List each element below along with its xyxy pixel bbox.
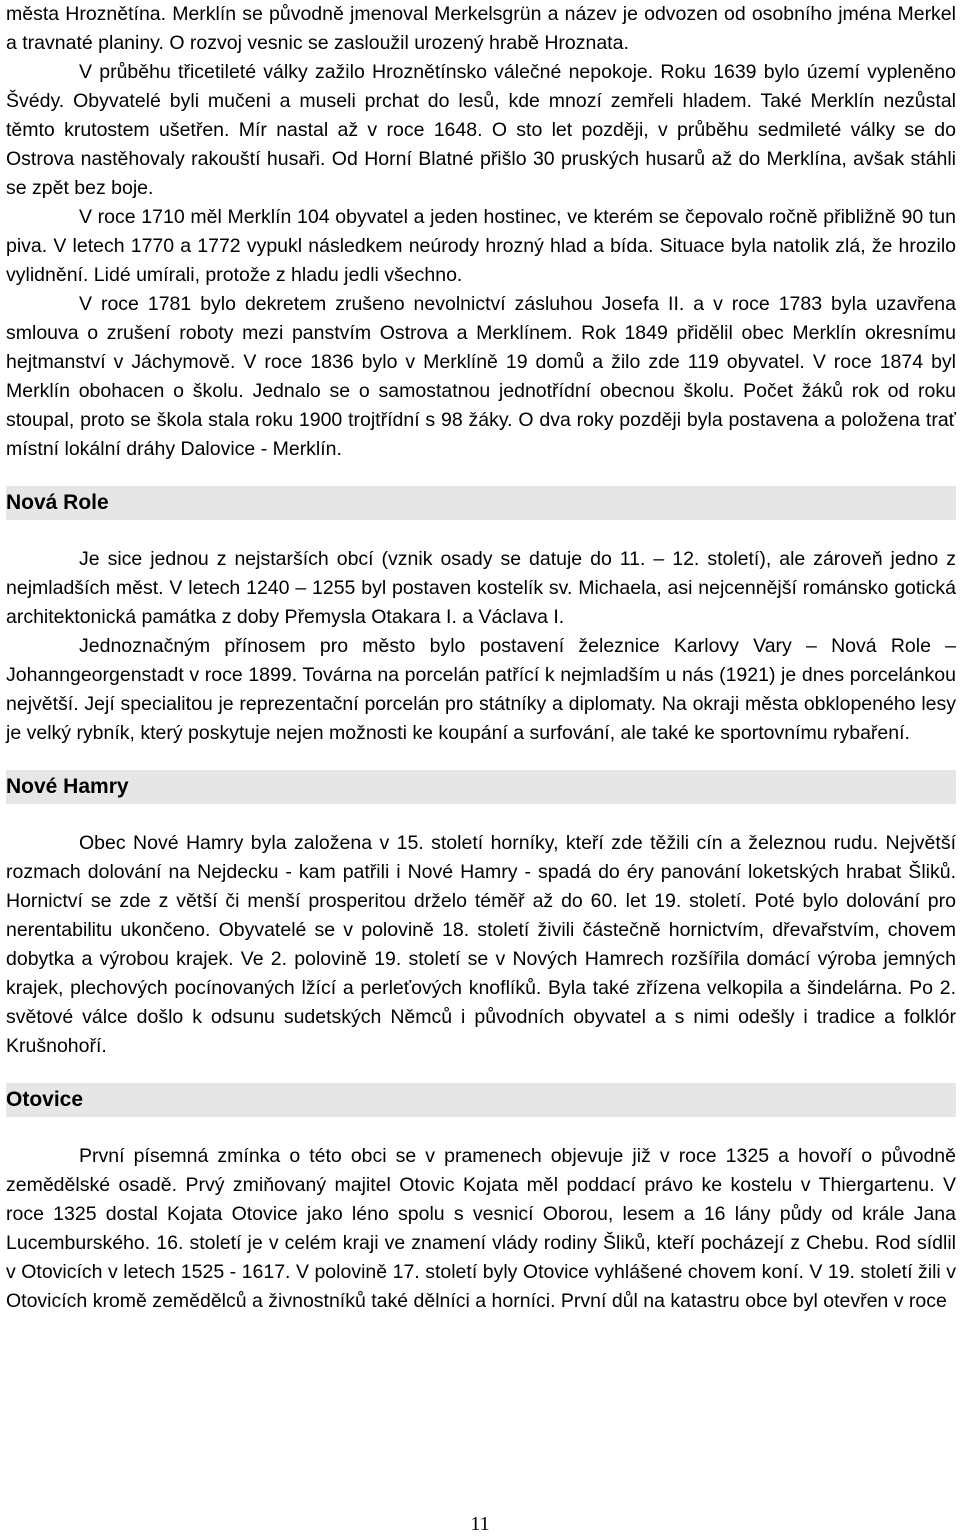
- paragraph: V roce 1710 měl Merklín 104 obyvatel a jeden hostinec, ve kterém se čepovalo ročně přibližně 90 tun piva. V letech 1770 a 1772 vypukl následkem neúrody hrozný hlad a bída. Situace byla natolik zlá, že hrozilo vylidnění. Lidé umírali, protože z hladu jedli všechno.: [6, 206, 956, 286]
- section-otovice: [6, 1083, 956, 1316]
- paragraph: V roce 1781 bylo dekretem zrušeno nevolnictví zásluhou Josefa II. a v roce 1783 byla uzavřena smlouva o zrušení roboty mezi panstvím Ostrova a Merklínem. Rok 1849 přidělil obec Merklín okresnímu hejtmanství v Jáchymově. V roce 1836 bylo v Merklíně 19 domů a žilo zde 119 obyvatel. V roce 1874 byl Merklín obohacen o školu. Jednalo se o samostatnou jednotřídní obecnou školu. Počet žáků rok od roku stoupal, proto se škola stala roku 1900 trojtřídní s 98 žáky. O dva roky později byla postavena a položena trať místní lokální dráhy Dalovice - Merklín.: [6, 293, 956, 460]
- document-page: [6, 0, 956, 1316]
- section-heading-text: Otovice: [6, 1088, 84, 1111]
- page-number: 11: [470, 1513, 490, 1535]
- section-nove-hamry: [6, 770, 956, 1061]
- section-heading: [6, 770, 956, 804]
- intro-section: [6, 0, 956, 464]
- paragraph: Obec Nové Hamry byla založena v 15. století horníky, kteří zde těžili cín a železnou rudu. Největší rozmach dolování na Nejdecku - kam patřili i Nové Hamry - spadá do éry panování loketských hrabat Šliků. Hornictví se zde z větší či menší prosperitou drželo téměř až do 60. let 19. století. Poté bylo dolování pro nerentabilitu ukončeno. Obyvatelé se v polovině 18. století živili částečně hornictvím, dřevařstvím, chovem dobytka a výrobou krajek. Ve 2. polovině 19. století se v Nových Hamrech rozšířila domácí výroba jemných krajek, plechových pocínovaných lžící a perleťových knoflíků. Byla také zřízena velkopila a šindelárna. Po 2. světové válce došlo k odsunu sudetských Němců i původních obyvatel a s nimi odešly i tradice a folklór Krušnohoří.: [6, 832, 956, 1057]
- paragraph: Jednoznačným přínosem pro město bylo postavení železnice Karlovy Vary – Nová Role – Johanngeorgenstadt v roce 1899. Továrna na porcelán patřící k nejmladším u nás (1921) je dnes porcelánkou největší. Její specialitou je reprezentační porcelán pro státníky a diplomaty. Na okraji města obklopeného lesy je velký rybník, který poskytuje nejen možnosti ke koupání a surfování, ale také ke sportovnímu rybaření.: [6, 635, 956, 744]
- section-heading-text: Nové Hamry: [6, 775, 129, 798]
- section-heading: [6, 1083, 956, 1117]
- paragraph: V průběhu třicetileté války zažilo Hroznětínsko válečné nepokoje. Roku 1639 bylo území vypleněno Švédy. Obyvatelé byli mučeni a museli prchat do lesů, kde mnozí zemřeli hladem. Také Merklín nezůstal těmto krutostem ušetřen. Mír nastal až v roce 1648. O sto let později, v průběhu sedmileté války se do Ostrova nastěhovaly rakouští husaři. Od Horní Blatné přišlo 30 pruských husarů až do Merklína, avšak stáhli se zpět bez boje.: [6, 61, 956, 199]
- paragraph: Je sice jednou z nejstarších obcí (vznik osady se datuje do 11. – 12. století), ale zároveň jedno z nejmladších měst. V letech 1240 – 1255 byl postaven kostelík sv. Michaela, asi nejcennější románsko gotická architektonická památka z doby Přemysla Otakara I. a Václava I.: [6, 548, 956, 628]
- section-heading: [6, 486, 956, 520]
- paragraph: města Hroznětína. Merklín se původně jmenoval Merkelsgrün a název je odvozen od osobního jména Merkel a travnaté planiny. O rozvoj vesnic se zasloužil urozený hrabě Hroznata.: [6, 3, 956, 54]
- paragraph: První písemná zmínka o této obci se v pramenech objevuje již v roce 1325 a hovoří o původně zemědělské osadě. Prvý zmiňovaný majitel Otovic Kojata měl poddací právo ke kostelu v Thiergartenu. V roce 1325 dostal Kojata Otovice jako léno spolu s vesnicí Oborou, lesem a 16 lány půdy od krále Jana Lucemburského. 16. století je v celém kraji ve znamení vlády rodiny Šliků, kteří pocházejí z Chebu. Rod sídlil v Otovicích v letech 1525 - 1617. V polovině 17. století byly Otovice vyhlášené chovem koní. V 19. století žili v Otovicích kromě zemědělců a živnostníků také dělníci a horníci. První důl na katastru obce byl otevřen v roce: [6, 1145, 956, 1312]
- section-heading-text: Nová Role: [6, 491, 109, 514]
- section-nova-role: [6, 486, 956, 748]
